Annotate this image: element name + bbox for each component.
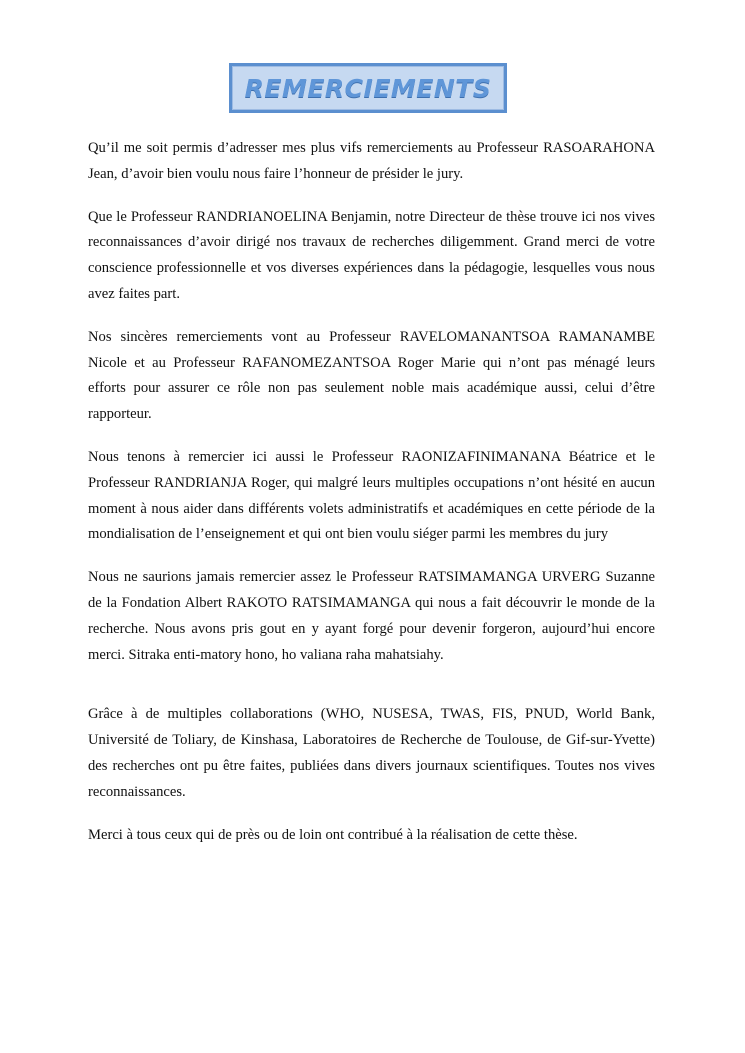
paragraph-closing-thanks: Merci à tous ceux qui de près ou de loin ont contribué à la réalisation de cette thèse. [88,826,578,843]
paragraph-president-jury: Qu’il me soit permis d’adresser mes plus vifs remerciements au Professeur RASOARAHONA Jean, d’avoir bien voulu nous faire l’honneur de présider le jury. [88,140,655,182]
page-title: REMERCIEMENTS [244,73,492,103]
paragraph-rapporteurs: Nos sincères remerciements vont au Professeur RAVELOMANANTSOA RAMANAMBE Nicole et au Professeur RAFANOMEZANTSOA Roger Marie qui n’ont pas ménagé leurs efforts pour assurer ce rôle non pas seulement noble mais académique aussi, celui d’être rapporteur. [88,328,655,423]
paragraph-collaborations: Grâce à de multiples collaborations (WHO, NUSESA, TWAS, FIS, PNUD, World Bank, Université de Toliary, de Kinshasa, Laboratoires de Recherche de Toulouse, de Gif-sur-Yvette) des recherches ont pu être faites, publiées dans divers journaux scientifiques. Toutes nos vives reconnaissances. [88,706,655,800]
paragraph-foundation: Nous ne saurions jamais remercier assez le Professeur RATSIMAMANGA URVERG Suzanne de la Fondation Albert RAKOTO RATSIMAMANGA qui nous a fait découvrir le monde de la recherche. Nous avons pris gout en y ayant forgé pour devenir forgeron, aujourd’hui encore merci. Sitraka enti-matory hono, ho valiana raha mahatsiahy. [88,569,655,663]
paragraph-jury-members: Nous tenons à remercier ici aussi le Professeur RAONIZAFINIMANANA Béatrice et le Professeur RANDRIANJA Roger, qui malgré leurs multiples occupations n’ont hésité en aucun moment à nous aider dans différents volets administratifs et académiques en cette période de la mondialisation de l’enseignement et qui ont bien voulu siéger parmi les membres du jury [88,448,655,543]
acknowledgements-body [88,136,655,865]
title-banner [229,63,507,113]
paragraph-thesis-director: Que le Professeur RANDRIANOELINA Benjamin, notre Directeur de thèse trouve ici nos vives reconnaissances d’avoir dirigé nos travaux de recherches diligemment. Grand merci de votre conscience professionnelle et vos diverses expériences dans la pédagogie, lesquelles vous nous avez faites part. [88,208,655,302]
